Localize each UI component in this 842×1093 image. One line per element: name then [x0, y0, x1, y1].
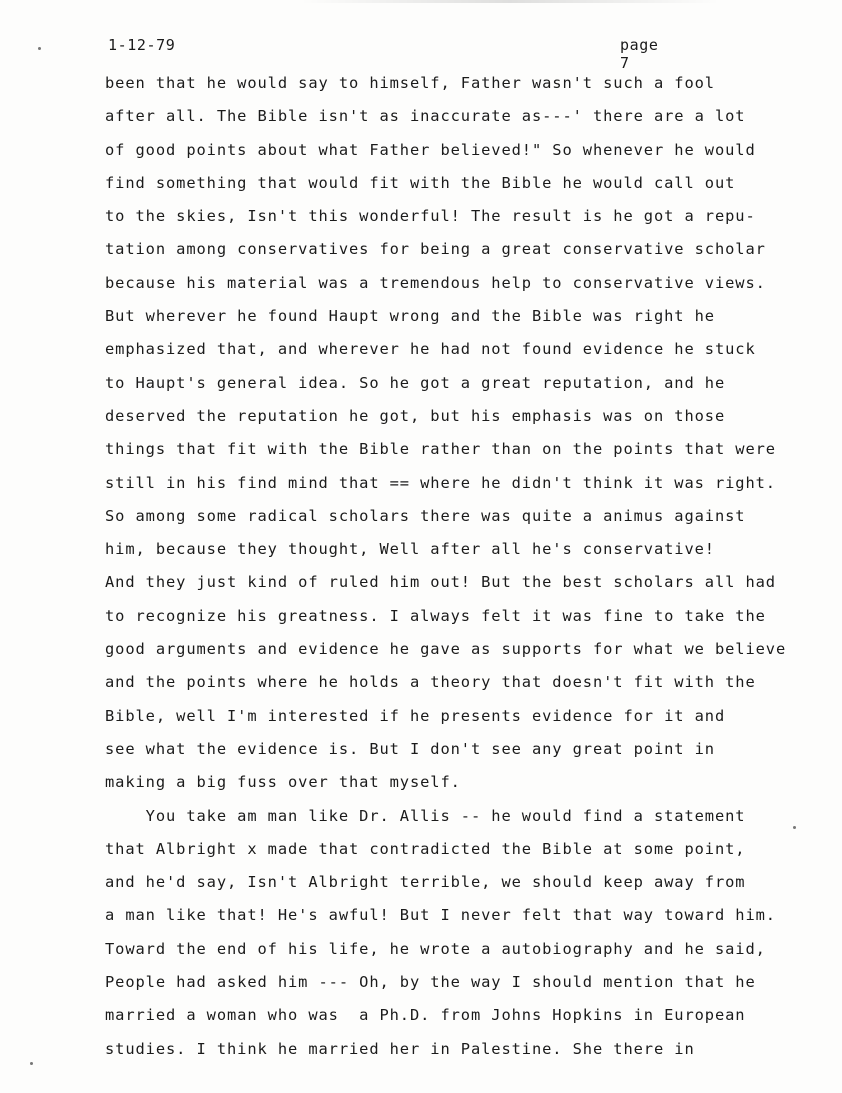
text-line: find something that would fit with the Bible he would call out — [105, 173, 736, 192]
text-line: things that fit with the Bible rather than on the points that were — [105, 440, 776, 459]
text-line: emphasized that, and wherever he had not found evidence he stuck — [105, 340, 756, 359]
scan-speck — [30, 1062, 33, 1065]
text-line: to the skies, Isn't this wonderful! The result is he got a repu- — [105, 207, 756, 226]
text-line: a man like that! He's awful! But I never felt that way toward him. — [105, 906, 776, 925]
header-page-number: page 7 — [620, 36, 659, 72]
text-line: that Albright x made that contradicted the Bible at some point, — [105, 839, 746, 858]
text-line: So among some radical scholars there was quite a animus against — [105, 506, 746, 525]
scan-speck — [38, 47, 41, 50]
text-line: still in his find mind that == where he didn't think it was right. — [105, 473, 776, 492]
text-line: Toward the end of his life, he wrote a autobiography and he said, — [105, 939, 766, 958]
text-line: him, because they thought, Well after all he's conservative! — [105, 540, 715, 559]
text-line: married a woman who was a Ph.D. from Johns Hopkins in European — [105, 1006, 746, 1025]
text-line: been that he would say to himself, Father wasn't such a fool — [105, 74, 715, 92]
text-line: and he'd say, Isn't Albright terrible, we should keep away from — [105, 873, 746, 892]
header-date: 1-12-79 — [108, 36, 176, 54]
page-header — [108, 36, 668, 72]
text-line: good arguments and evidence he gave as supports for what we believe — [105, 640, 787, 659]
text-line: People had asked him --- Oh, by the way I should mention that he — [105, 973, 756, 992]
text-line: And they just kind of ruled him out! But the best scholars all had — [105, 573, 776, 592]
text-line: after all. The Bible isn't as inaccurate as---' there are a lot — [105, 107, 746, 126]
typed-body-text — [105, 67, 805, 1066]
text-line: studies. I think he married her in Palestine. She there in — [105, 1039, 695, 1058]
text-line: see what the evidence is. But I don't see any great point in — [105, 739, 715, 758]
text-line: to recognize his greatness. I always felt it was fine to take the — [105, 606, 766, 625]
scan-edge-shadow — [300, 0, 720, 3]
text-line: because his material was a tremendous help to conservative views. — [105, 273, 766, 292]
text-line: Bible, well I'm interested if he presents evidence for it and — [105, 706, 726, 725]
text-line: You take am man like Dr. Allis -- he would find a statement — [105, 806, 746, 825]
text-line: deserved the reputation he got, but his emphasis was on those — [105, 406, 726, 425]
text-line: and the points where he holds a theory that doesn't fit with the — [105, 673, 756, 692]
text-line: But wherever he found Haupt wrong and the Bible was right he — [105, 307, 715, 326]
text-line: making a big fuss over that myself. — [105, 773, 461, 792]
text-line: tation among conservatives for being a great conservative scholar — [105, 240, 766, 259]
text-line: of good points about what Father believed!" So whenever he would — [105, 140, 756, 159]
text-line: to Haupt's general idea. So he got a great reputation, and he — [105, 373, 726, 392]
